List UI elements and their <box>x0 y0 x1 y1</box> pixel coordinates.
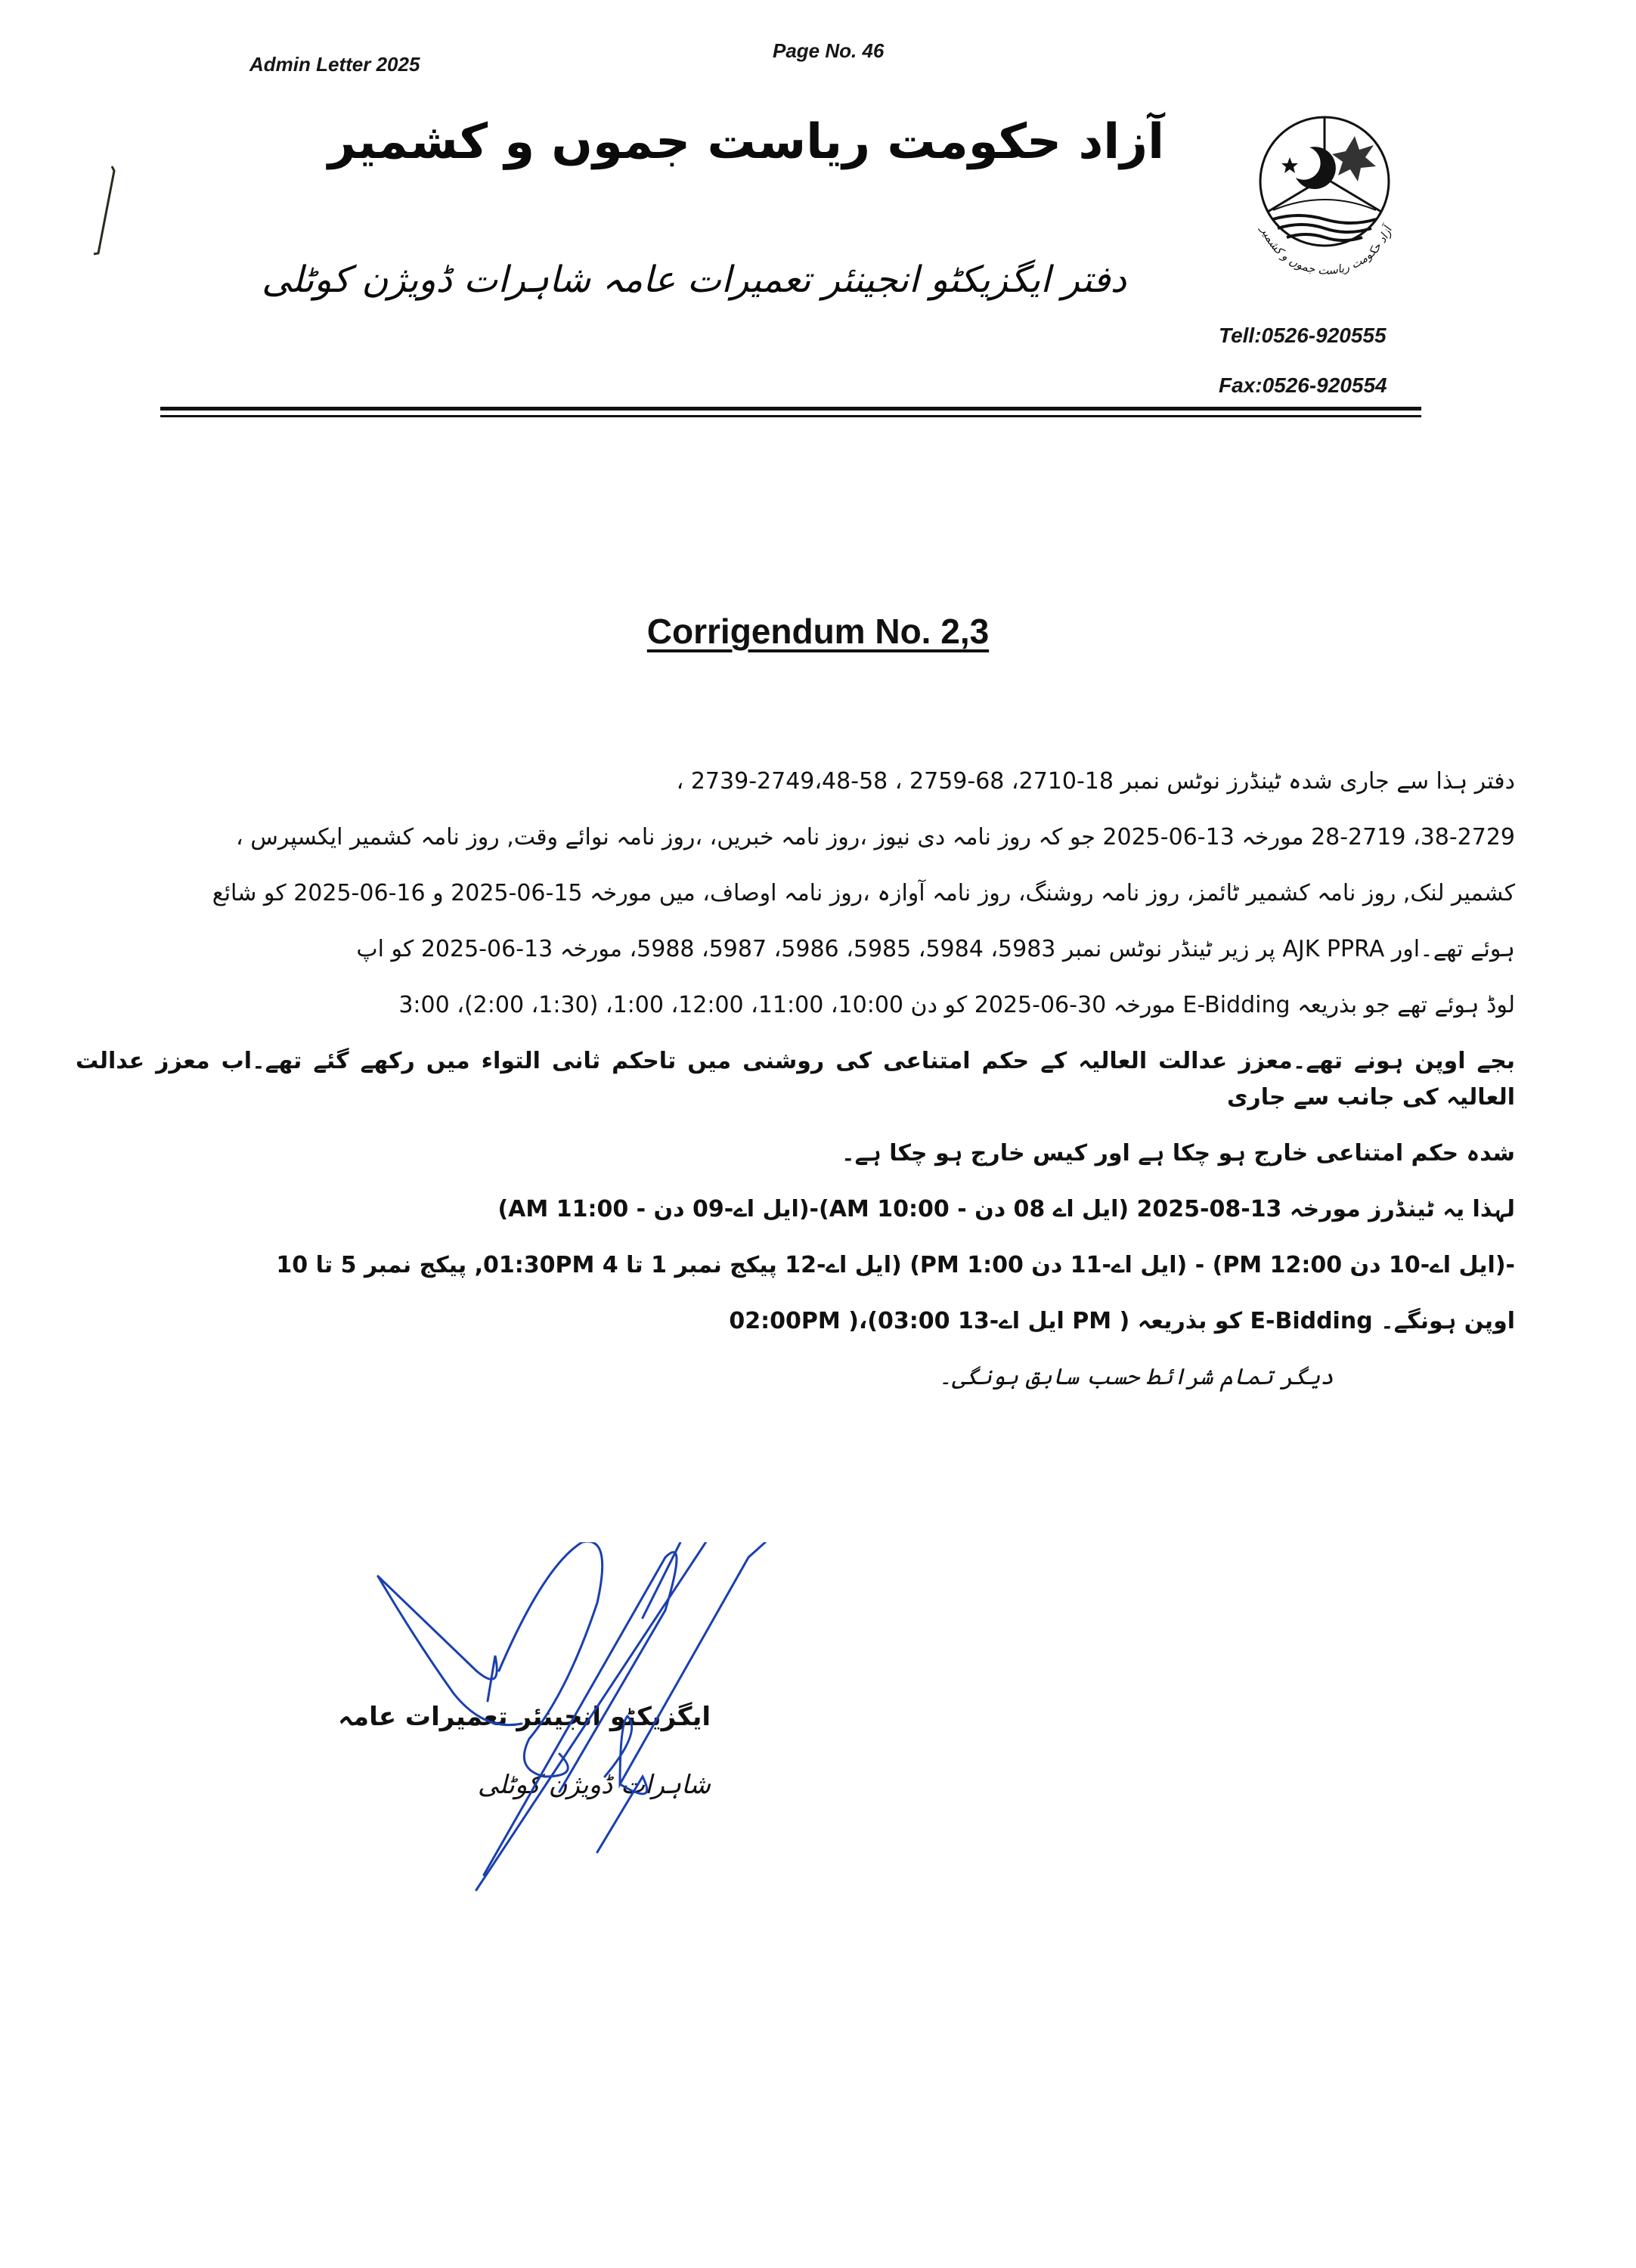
schedule-line: -(ایل اے-10 دن 12:00 PM) - (ایل اے-11 دن 1:00 PM) (ایل اے-12 پیکج نمبر 1 تا 4 01:30PM, پیکج نمبر 5 تا 10 <box>276 1252 1515 1278</box>
closing-line: دیگر تمام شرائط حسب سابق ہونگی۔ <box>938 1364 1334 1390</box>
signature-strokes <box>378 1542 824 1890</box>
paragraph-line: کشمیر لنک, روز نامہ کشمیر ٹائمز، روز نامہ روشنگ، روز نامہ آوازہ ،روز نامہ اوصاف، میں مورخہ 15-06-2025 و 16-06-2025 کو شائع <box>212 880 1515 906</box>
header-divider <box>160 407 1421 411</box>
signatory-division: شاہرات ڈویژن کوٹلی <box>477 1770 711 1800</box>
schedule-line: 02:00PM )،(ایل اے-13 03:00 PM ) کو بذریعہ E-Bidding اوپن ہونگے۔ <box>729 1308 1515 1334</box>
document-title: Corrigendum No. 2,3 <box>646 612 990 651</box>
handwritten-signature <box>370 1542 975 1950</box>
paragraph-line: 38-2729، 28-2719 مورخہ 13-06-2025 جو کہ روز نامہ دی نیوز ،روز نامہ خبریں، ،روز نامہ نوائے وقت, روز نامہ کشمیر ایکسپرس ، <box>236 824 1515 850</box>
signatory-designation: ایگزیکٹو انجینئر تعمیرات عامہ <box>338 1702 711 1732</box>
paragraph-line: لوڈ ہوئے تھے جو بذریعہ E-Bidding مورخہ 30-06-2025 کو دن 10:00، 11:00، 12:00، 1:00، (1:30، 2:00)، 3:00 <box>398 992 1515 1018</box>
emblem-caption: آزاد حکومت ریاست جموں و کشمیر <box>1258 225 1395 277</box>
paragraph-line: شدہ حکم امتناعی خارج ہو چکا ہے اور کیس خارج ہو چکا ہے۔ <box>841 1140 1515 1167</box>
government-title: آزاد حکومت ریاست جموں و کشمیر <box>327 114 1164 170</box>
paragraph-line: دفتر ہذا سے جاری شدہ ٹینڈرز نوٹس نمبر 18-2710، 68-2759 ، 58-2749،48-2739 ، <box>676 768 1515 795</box>
paragraph-line: ہوئے تھے۔اور AJK PPRA پر زیر ٹینڈر نوٹس نمبر 5983، 5984، 5985، 5986، 5987، 5988، مورخہ 13-06-2025 کو اپ <box>356 936 1515 962</box>
header-divider-thin <box>160 415 1421 417</box>
schedule-line: لہذا یہ ٹینڈرز مورخہ 13-08-2025 (ایل اے 08 دن - 10:00 AM)-(ایل اے-09 دن - 11:00 AM) <box>497 1196 1515 1222</box>
office-name: دفتر ایگزیکٹو انجینئر تعمیرات عامہ شاہرات ڈویژن کوٹلی <box>262 259 1126 301</box>
page-number: Page No. 46 <box>773 39 885 62</box>
paragraph-line: بجے اوپن ہونے تھے۔معزز عدالت العالیہ کے حکم امتناعی کی روشنی میں تاحکم ثانی التواء میں رکھے گئے تھے۔اب معزز عدالت العالیہ کی جانب سے جاری <box>76 1048 1515 1111</box>
fax-number: Fax:0526-920554 <box>1219 373 1387 397</box>
document-body <box>76 764 1515 1415</box>
pen-tick-mark <box>89 159 119 265</box>
telephone-number: Tell:0526-920555 <box>1219 324 1387 347</box>
admin-letter-label: Admin Letter 2025 <box>249 53 420 76</box>
government-emblem-icon <box>1226 106 1423 287</box>
